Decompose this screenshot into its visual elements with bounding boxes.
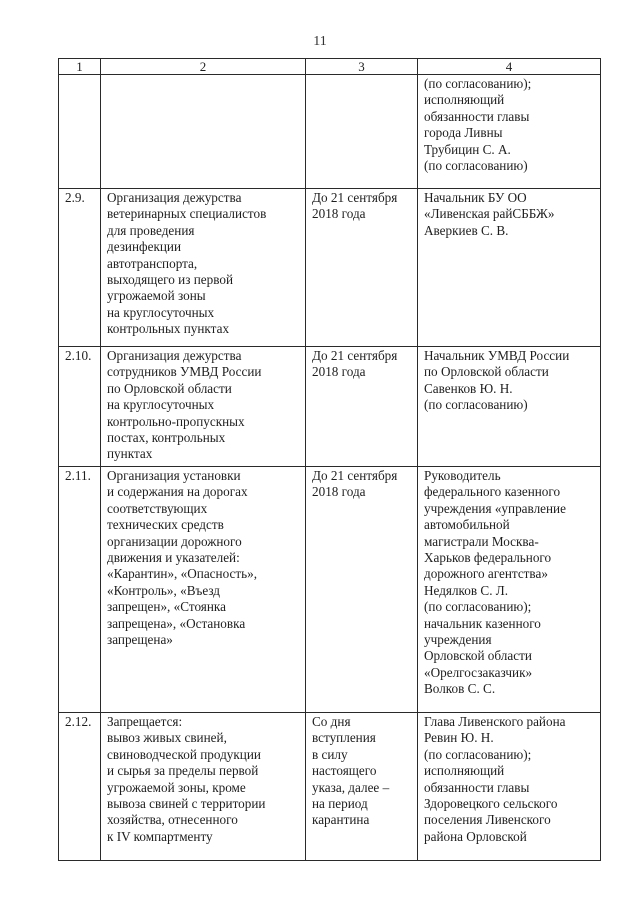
action-cell: Организация дежурства ветеринарных специалистов для проведения дезинфекции автотранспорта, выходящего из первой угрожаемой зоны на круглосуточных контрольных пунктах <box>101 189 306 347</box>
action-cell: Организация дежурства сотрудников УМВД России по Орловской области на круглосуточных контрольно-пропускных постах, контрольных пунктах <box>101 347 306 467</box>
row-number: 2.11. <box>59 467 101 713</box>
deadline-cell: Со дня вступления в силу настоящего указа, далее – на период карантина <box>306 713 418 861</box>
deadline-cell: До 21 сентября 2018 года <box>306 347 418 467</box>
page-number: 11 <box>313 34 327 49</box>
table-row <box>59 467 601 713</box>
deadline-cell <box>306 75 418 189</box>
measures-table <box>58 58 601 861</box>
column-header-number: 1 <box>59 59 101 75</box>
column-header-action: 2 <box>101 59 306 75</box>
responsible-cell: (по согласованию); исполняющий обязанности главы города Ливны Трубицин С. А. (по согласованию) <box>418 75 601 189</box>
table-header-row <box>59 59 601 75</box>
responsible-cell: Руководитель федерального казенного учреждения «управление автомобильной магистрали Москва- Харьков федерального дорожного агентства» Недялков С. Л. (по согласованию); начальник казенного учреждения Орловской области «Орелгосзаказчик» Волков С. С. <box>418 467 601 713</box>
responsible-cell: Начальник УМВД России по Орловской области Савенков Ю. Н. (по согласованию) <box>418 347 601 467</box>
row-number: 2.12. <box>59 713 101 861</box>
deadline-cell: До 21 сентября 2018 года <box>306 189 418 347</box>
column-header-responsible: 4 <box>418 59 601 75</box>
deadline-cell: До 21 сентября 2018 года <box>306 467 418 713</box>
table-row <box>59 713 601 861</box>
column-header-deadline: 3 <box>306 59 418 75</box>
action-cell: Организация установки и содержания на дорогах соответствующих технических средств организации дорожного движения и указателей: «Карантин», «Опасность», «Контроль», «Въезд запрещен», «Стоянка запрещена», «Остановка запрещена» <box>101 467 306 713</box>
table-row <box>59 189 601 347</box>
table-row <box>59 347 601 467</box>
action-cell: Запрещается: вывоз живых свиней, свиноводческой продукции и сырья за пределы первой угрожаемой зоны, кроме вывоза свиней с территории хозяйства, отнесенного к IV компартменту <box>101 713 306 861</box>
responsible-cell: Глава Ливенского района Ревин Ю. Н. (по согласованию); исполняющий обязанности главы Здоровецкого сельского поселения Ливенского района Орловской <box>418 713 601 861</box>
row-number <box>59 75 101 189</box>
row-number: 2.10. <box>59 347 101 467</box>
row-number: 2.9. <box>59 189 101 347</box>
responsible-cell: Начальник БУ ОО «Ливенская райСББЖ» Аверкиев С. В. <box>418 189 601 347</box>
action-cell <box>101 75 306 189</box>
table-row <box>59 75 601 189</box>
